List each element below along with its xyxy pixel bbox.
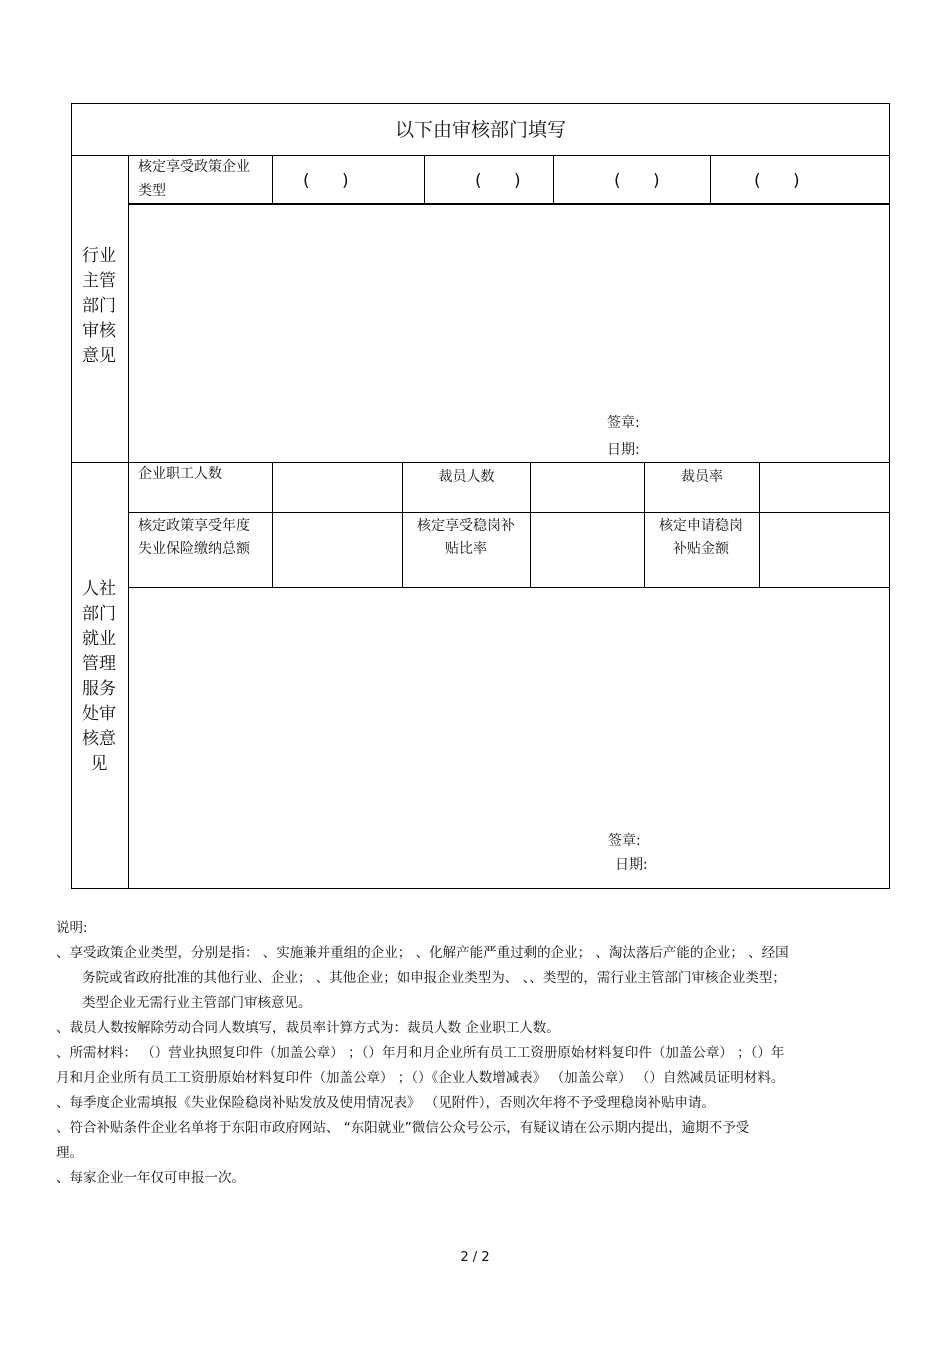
subsidy-amount-label: 核定申请稳岗补贴金额 <box>659 518 743 557</box>
industry-date-label: 日期: <box>607 442 640 458</box>
divider <box>128 512 890 513</box>
enterprise-type-box-3: ( ) <box>614 171 660 191</box>
note-1-line-2: 务院或省政府批准的其他行业、企业； 、其他企业；如申报企业类型为、 、、类型的，需行业主管部门审核企业类型； <box>82 970 786 986</box>
divider <box>128 587 890 588</box>
divider <box>272 155 273 204</box>
enterprise-type-label: 核定享受政策企业类型 <box>138 159 250 199</box>
divider <box>759 462 760 588</box>
hr-section-label: 人社部门就业管理服务处审核意见 <box>82 579 116 774</box>
page-number: 2 / 2 <box>460 1250 490 1265</box>
divider <box>128 155 129 889</box>
note-3-line-1: 、所需材料： （）营业执照复印件（加盖公章） ；（）年月和月企业所有员工工资册原始材料复印件（加盖公章） ；（）年 <box>56 1045 785 1061</box>
note-1-line-1: 、享受政策企业类型，分别是指： 、实施兼并重组的企业； 、化解产能严重过剩的企业； 、淘汰落后产能的企业； 、经国 <box>56 945 789 961</box>
industry-sign-label: 签章: <box>607 415 640 431</box>
table-border-right <box>889 103 890 889</box>
divider <box>553 155 554 204</box>
subsidy-rate-label: 核定享受稳岗补贴比率 <box>417 518 515 557</box>
note-6: 、每家企业一年仅可申报一次。 <box>56 1170 245 1186</box>
enterprise-type-box-4: ( ) <box>754 171 800 191</box>
note-4: 、每季度企业需填报《失业保险稳岗补贴发放及使用情况表》 （见附件），否则次年将不予受理稳岗补贴申请。 <box>56 1095 716 1111</box>
divider <box>128 203 890 205</box>
divider <box>272 462 273 588</box>
form-title: 以下由审核部门填写 <box>394 119 566 141</box>
layoffs-label: 裁员人数 <box>438 469 495 485</box>
insurance-total-label: 核定政策享受年度失业保险缴纳总额 <box>138 518 250 557</box>
hr-date-label: 日期: <box>615 857 648 873</box>
employees-label: 企业职工人数 <box>138 466 222 482</box>
enterprise-type-box-2: ( ) <box>475 171 521 191</box>
divider <box>424 155 425 204</box>
layoff-rate-label: 裁员率 <box>681 469 723 485</box>
notes-heading: 说明: <box>56 920 88 936</box>
hr-sign-label: 签章: <box>608 833 641 849</box>
table-border-bottom <box>71 888 890 889</box>
note-1-line-3: 类型企业无需行业主管部门审核意见。 <box>82 995 312 1011</box>
note-2: 、裁员人数按解除劳动合同人数填写，裁员率计算方式为：裁员人数 企业职工人数。 <box>56 1020 560 1036</box>
note-5-line-2: 理。 <box>56 1145 83 1161</box>
note-5-line-1: 、符合补贴条件企业名单将于东阳市政府网站、 “东阳就业”微信公众号公示，有疑议请在公示期内提出，逾期不予受 <box>56 1120 750 1136</box>
note-3-line-2: 月和月企业所有员工工资册原始材料复印件（加盖公章） ；（）《企业人数增减表》 （加盖公章） （）自然减员证明材料。 <box>56 1070 785 1086</box>
enterprise-type-box-1: ( ) <box>303 171 349 191</box>
divider <box>710 155 711 204</box>
notes-section <box>56 916 918 1191</box>
divider <box>530 462 531 588</box>
table-border-left <box>71 103 72 889</box>
industry-section-label: 行业主管部门审核意见 <box>82 246 116 366</box>
